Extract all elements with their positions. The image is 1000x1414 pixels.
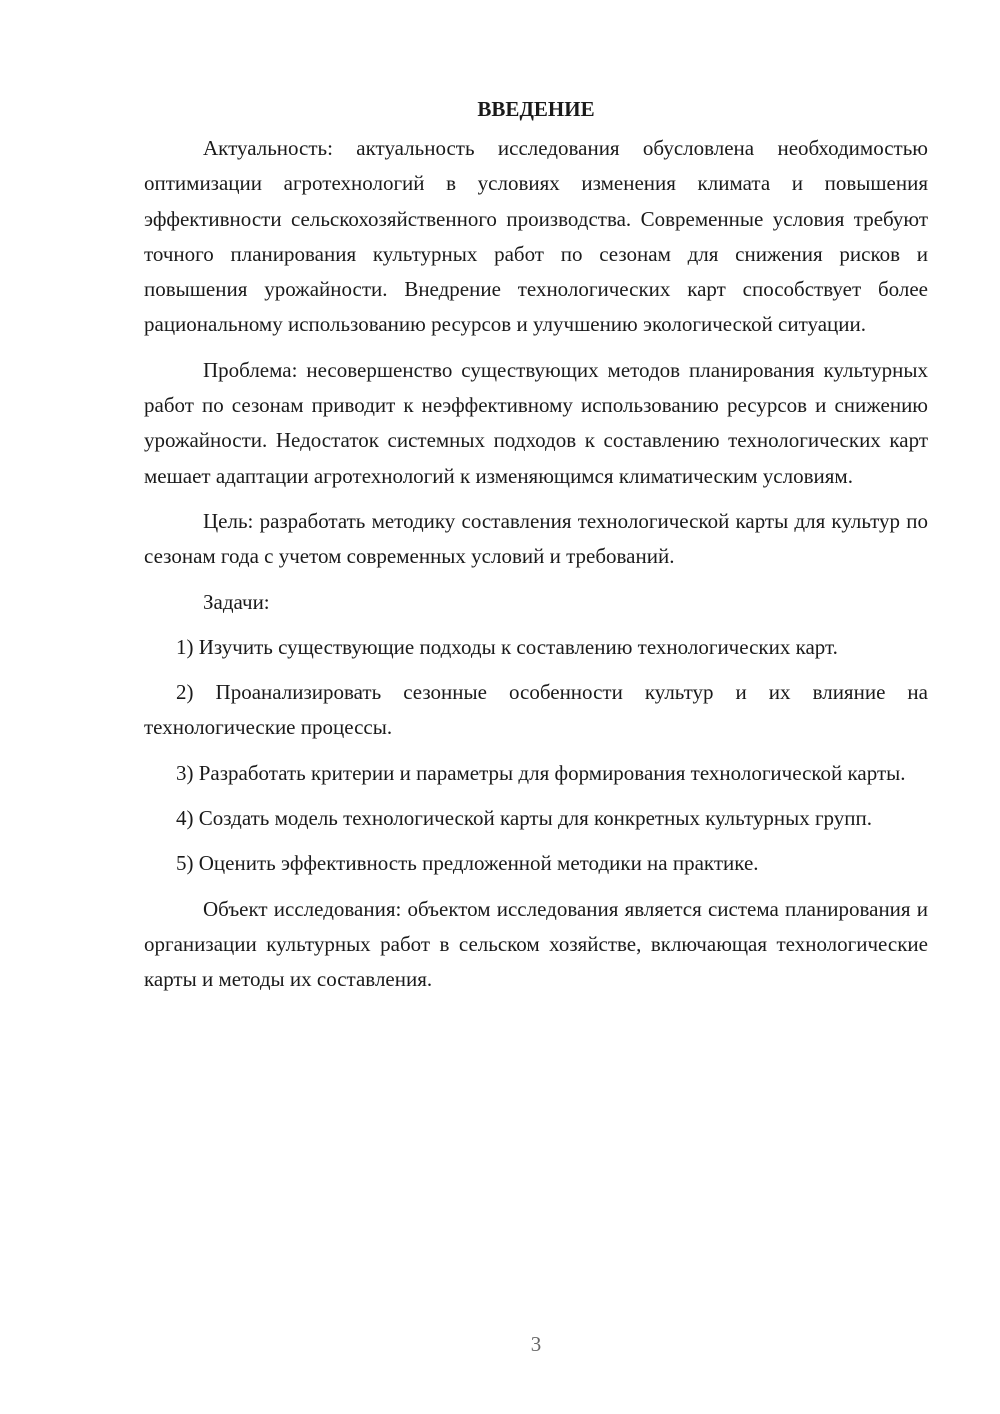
problem-paragraph: Проблема: несовершенство существующих методов планирования культурных работ по сезонам приводит к неэффективному использованию ресурсов и снижению урожайности. Недостаток системных подходов к составлению технологических карт мешает адаптации агротехнологий к изменяющимся климатическим условиям.: [144, 357, 928, 488]
goal-paragraph: Цель: разработать методику составления технологической карты для культур по сезонам года с учетом современных условий и требований.: [144, 508, 928, 569]
task-item-2: 2) Проанализировать сезонные особенности культур и их влияние на технологические процессы.: [144, 680, 928, 740]
page-number: 3: [530, 1332, 542, 1356]
task-item-3: 3) Разработать критерии и параметры для формирования технологической карты.: [176, 760, 906, 785]
tasks-heading: Задачи:: [203, 589, 270, 614]
object-paragraph: Объект исследования: объектом исследования является система планирования и организации культурных работ в сельском хозяйстве, включающая технологические карты и методы их составления.: [144, 896, 928, 992]
task-item-1: 1) Изучить существующие подходы к составлению технологических карт.: [176, 634, 838, 659]
section-title: ВВЕДЕНИЕ: [477, 97, 595, 121]
document-page: [144, 92, 928, 1008]
relevance-paragraph: Актуальность: актуальность исследования обусловлена необходимостью оптимизации агротехнологий в условиях изменения климата и повышения эффективности сельскохозяйственного производства. Современные условия требуют точного планирования культурных работ по сезонам для снижения рисков и повышения урожайности. Внедрение технологических карт способствует более рациональному использованию ресурсов и улучшению экологической ситуации.: [144, 136, 928, 337]
task-item-4: 4) Создать модель технологической карты для конкретных культурных групп.: [176, 806, 873, 831]
task-item-5: 5) Оценить эффективность предложенной методики на практике.: [176, 851, 759, 876]
